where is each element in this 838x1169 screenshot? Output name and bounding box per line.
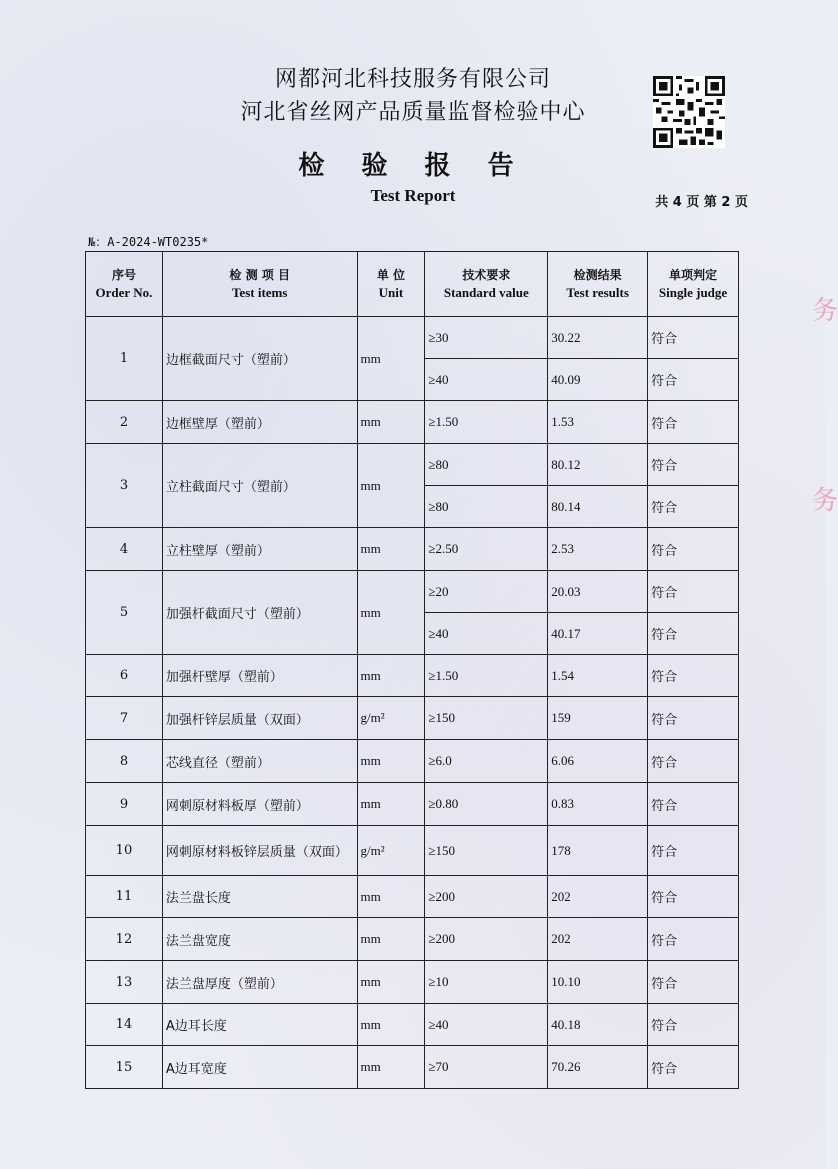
- test-result: 202: [548, 918, 648, 961]
- order-number: 13: [86, 961, 163, 1004]
- single-judge: 符合: [648, 571, 739, 613]
- single-judge: 符合: [648, 655, 739, 697]
- standard-value: ≥10: [425, 961, 548, 1004]
- single-judge: 符合: [648, 918, 739, 961]
- order-number: 6: [86, 655, 163, 697]
- order-number: 4: [86, 528, 163, 571]
- unit: g/m²: [357, 826, 425, 876]
- order-number: 7: [86, 697, 163, 740]
- single-judge: 符合: [648, 740, 739, 783]
- unit: mm: [357, 1046, 425, 1089]
- table-header-row: [86, 252, 739, 317]
- test-result: 10.10: [548, 961, 648, 1004]
- order-number: 2: [86, 401, 163, 444]
- single-judge: 符合: [648, 528, 739, 571]
- single-judge: 符合: [648, 783, 739, 826]
- unit: mm: [357, 1004, 425, 1046]
- standard-value: ≥40: [425, 613, 548, 655]
- standard-value: ≥200: [425, 918, 548, 961]
- test-result: 40.18: [548, 1004, 648, 1046]
- test-item: 网刺原材料板锌层质量（双面）: [162, 826, 357, 876]
- company-name: 网都河北科技服务有限公司: [274, 67, 551, 92]
- unit: mm: [357, 918, 425, 961]
- table-row: [86, 740, 739, 783]
- standard-value: ≥6.0: [425, 740, 548, 783]
- single-judge: 符合: [648, 826, 739, 876]
- test-item: 网刺原材料板厚（塑前）: [162, 783, 357, 826]
- order-number: 12: [86, 918, 163, 961]
- test-item: 加强杆壁厚（塑前）: [162, 655, 357, 697]
- unit: mm: [357, 783, 425, 826]
- single-judge: 符合: [648, 401, 739, 444]
- order-number: 10: [86, 826, 163, 876]
- header-standard: 技术要求 Standard value: [425, 252, 548, 317]
- single-judge: 符合: [648, 961, 739, 1004]
- single-judge: 符合: [648, 359, 739, 401]
- qr-code-icon: [653, 76, 725, 148]
- unit: mm: [357, 961, 425, 1004]
- test-result: 80.14: [548, 486, 648, 528]
- test-result: 6.06: [548, 740, 648, 783]
- table-row: [86, 528, 739, 571]
- order-number: 5: [86, 571, 163, 655]
- single-judge: 符合: [648, 486, 739, 528]
- single-judge: 符合: [648, 1046, 739, 1089]
- order-number: 14: [86, 1004, 163, 1046]
- standard-value: ≥2.50: [425, 528, 548, 571]
- order-number: 1: [86, 317, 163, 401]
- test-result: 1.54: [548, 655, 648, 697]
- order-number: 15: [86, 1046, 163, 1089]
- test-item: 边框截面尺寸（塑前）: [162, 317, 357, 401]
- test-result: 20.03: [548, 571, 648, 613]
- table-row: [86, 655, 739, 697]
- header-order: 序号 Order No.: [86, 252, 163, 317]
- red-seal-fragment: 务: [812, 486, 838, 516]
- table-row: [86, 918, 739, 961]
- test-item: 加强杆截面尺寸（塑前）: [162, 571, 357, 655]
- single-judge: 符合: [648, 876, 739, 918]
- table-row: [86, 1004, 739, 1046]
- red-seal-fragment: 务: [812, 296, 838, 326]
- standard-value: ≥20: [425, 571, 548, 613]
- report-number: №：A-2024-WT0235*: [88, 235, 209, 249]
- test-item: 法兰盘厚度（塑前）: [162, 961, 357, 1004]
- single-judge: 符合: [648, 697, 739, 740]
- standard-value: ≥1.50: [425, 401, 548, 444]
- standard-value: ≥150: [425, 826, 548, 876]
- unit: mm: [357, 444, 425, 528]
- header-unit: 单 位 Unit: [357, 252, 425, 317]
- table-row: [86, 401, 739, 444]
- test-result: 70.26: [548, 1046, 648, 1089]
- table-row: [86, 876, 739, 918]
- test-result: 0.83: [548, 783, 648, 826]
- test-result: 40.17: [548, 613, 648, 655]
- report-title-cn: 检 验 报 告: [298, 151, 528, 181]
- order-number: 11: [86, 876, 163, 918]
- test-result: 40.09: [548, 359, 648, 401]
- table-row: [86, 783, 739, 826]
- unit: mm: [357, 317, 425, 401]
- test-result: 178: [548, 826, 648, 876]
- table-row: [86, 571, 739, 613]
- report-title-en: Test Report: [370, 186, 456, 205]
- test-result: 1.53: [548, 401, 648, 444]
- standard-value: ≥0.80: [425, 783, 548, 826]
- order-number: 9: [86, 783, 163, 826]
- unit: mm: [357, 876, 425, 918]
- test-item: 立柱壁厚（塑前）: [162, 528, 357, 571]
- standard-value: ≥70: [425, 1046, 548, 1089]
- inspection-center-name: 河北省丝网产品质量监督检验中心: [240, 100, 586, 125]
- standard-value: ≥80: [425, 486, 548, 528]
- test-result: 2.53: [548, 528, 648, 571]
- unit: mm: [357, 528, 425, 571]
- single-judge: 符合: [648, 1004, 739, 1046]
- standard-value: ≥80: [425, 444, 548, 486]
- table-row: [86, 961, 739, 1004]
- standard-value: ≥40: [425, 359, 548, 401]
- page-info: 共 4 页 第 2 页: [655, 195, 748, 210]
- table-row: [86, 317, 739, 359]
- standard-value: ≥150: [425, 697, 548, 740]
- test-item: 边框壁厚（塑前）: [162, 401, 357, 444]
- test-item: A边耳长度: [162, 1004, 357, 1046]
- table-row: [86, 444, 739, 486]
- test-item: 加强杆锌层质量（双面）: [162, 697, 357, 740]
- header-results: 检测结果 Test results: [548, 252, 648, 317]
- test-item: 法兰盘宽度: [162, 918, 357, 961]
- unit: mm: [357, 571, 425, 655]
- standard-value: ≥40: [425, 1004, 548, 1046]
- order-number: 8: [86, 740, 163, 783]
- test-item: 法兰盘长度: [162, 876, 357, 918]
- single-judge: 符合: [648, 613, 739, 655]
- test-item: 芯线直径（塑前）: [162, 740, 357, 783]
- unit: mm: [357, 740, 425, 783]
- standard-value: ≥1.50: [425, 655, 548, 697]
- standard-value: ≥30: [425, 317, 548, 359]
- order-number: 3: [86, 444, 163, 528]
- table-row: [86, 826, 739, 876]
- unit: mm: [357, 655, 425, 697]
- single-judge: 符合: [648, 444, 739, 486]
- test-result: 80.12: [548, 444, 648, 486]
- test-item: 立柱截面尺寸（塑前）: [162, 444, 357, 528]
- table-row: [86, 697, 739, 740]
- test-item: A边耳宽度: [162, 1046, 357, 1089]
- unit: mm: [357, 401, 425, 444]
- table-row: [86, 1046, 739, 1089]
- header-test-items: 检 测 项 目 Test items: [162, 252, 357, 317]
- single-judge: 符合: [648, 317, 739, 359]
- test-result: 159: [548, 697, 648, 740]
- test-result: 30.22: [548, 317, 648, 359]
- header-judge: 单项判定 Single judge: [648, 252, 739, 317]
- standard-value: ≥200: [425, 876, 548, 918]
- test-results-table: [85, 251, 739, 1089]
- unit: g/m²: [357, 697, 425, 740]
- test-result: 202: [548, 876, 648, 918]
